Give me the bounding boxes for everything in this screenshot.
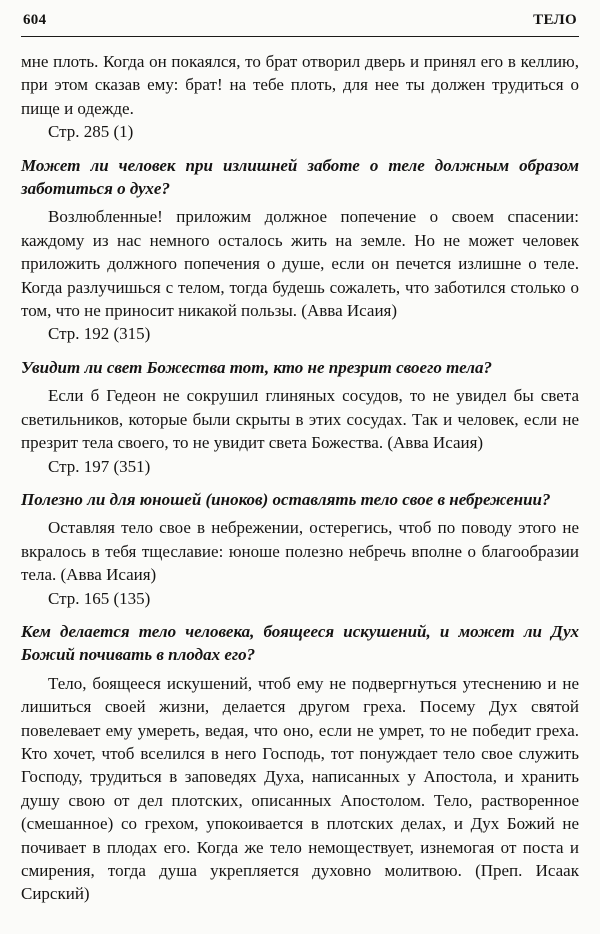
page-reference: Стр. 192 (315) [48,324,151,344]
paragraph: Возлюбленные! приложим должное попечение о своем спасении: каждому из нас немного осталось жить на земле. Но не может человек приложить должного попечения о душе, если он печется излишне о теле. Когда разлучишься с телом, тогда будешь сожалеть, что заботился столько о том, что не приносит никакой пользы. (Авва Исаия) [21,207,579,321]
section-title: ТЕЛО [533,12,577,28]
question-heading: Может ли человек при излишней заботе о теле должным образом заботиться о духе? [21,155,579,199]
question-heading: Кем делается тело человека, боящееся искушений, и может ли Дух Божий почивать в плодах его? [21,621,579,665]
page-number: 604 [23,12,47,28]
page-body [21,50,579,906]
question-heading: Увидит ли свет Божества тот, кто не презрит своего тела? [21,357,492,377]
page-reference: Стр. 285 (1) [48,122,134,142]
paragraph-continuation: мне плоть. Когда он покаялся, то брат отворил дверь и принял его в келлию, при этом сказав ему: брат! на тебе плоть, для нее ты должен трудиться о пище и одежде. [21,52,579,118]
paragraph: Тело, боящееся искушений, чтоб ему не подвергнуться утеснению и не лишиться своей жизни, делается другом греха. Посему Дух святой повелевает ему умереть, ведая, что оно, если не умрет, то не победит греха. Кто хочет, чтоб вселился в него Господь, тот понуждает тело свое служить Господу, трудиться в заповедях Духа, написанных у Апостола, и хранить душу свою от дел плотских, описанных Апостолом. Тело, растворенное (смешанное) со грехом, упокоивается в плотских делах, и Дух Божий не почивает в плодах его. Когда же тело немоществует, изнемогая от поста и смирения, тогда душа укрепляется духовно молитвою. (Преп. Исаак Сирский) [21,673,579,904]
question-heading: Полезно ли для юношей (иноков) оставлять тело свое в небрежении? [21,489,551,509]
page-reference: Стр. 165 (135) [48,588,151,608]
page-header [21,10,579,37]
page-reference: Стр. 197 (351) [48,456,151,476]
paragraph: Оставляя тело свое в небрежении, остерегись, чтоб по поводу этого не вкралось в тебя тщеславие: юноше полезно небречь вполне о благообразии тела. (Авва Исаия) [21,518,579,585]
paragraph: Если б Гедеон не сокрушил глиняных сосудов, то не увидел бы света светильников, которые были скрыты в этих сосудах. Так и человек, если не презрит тела своего, то не увидит света Божества. (Авва Исаия) [21,386,579,453]
